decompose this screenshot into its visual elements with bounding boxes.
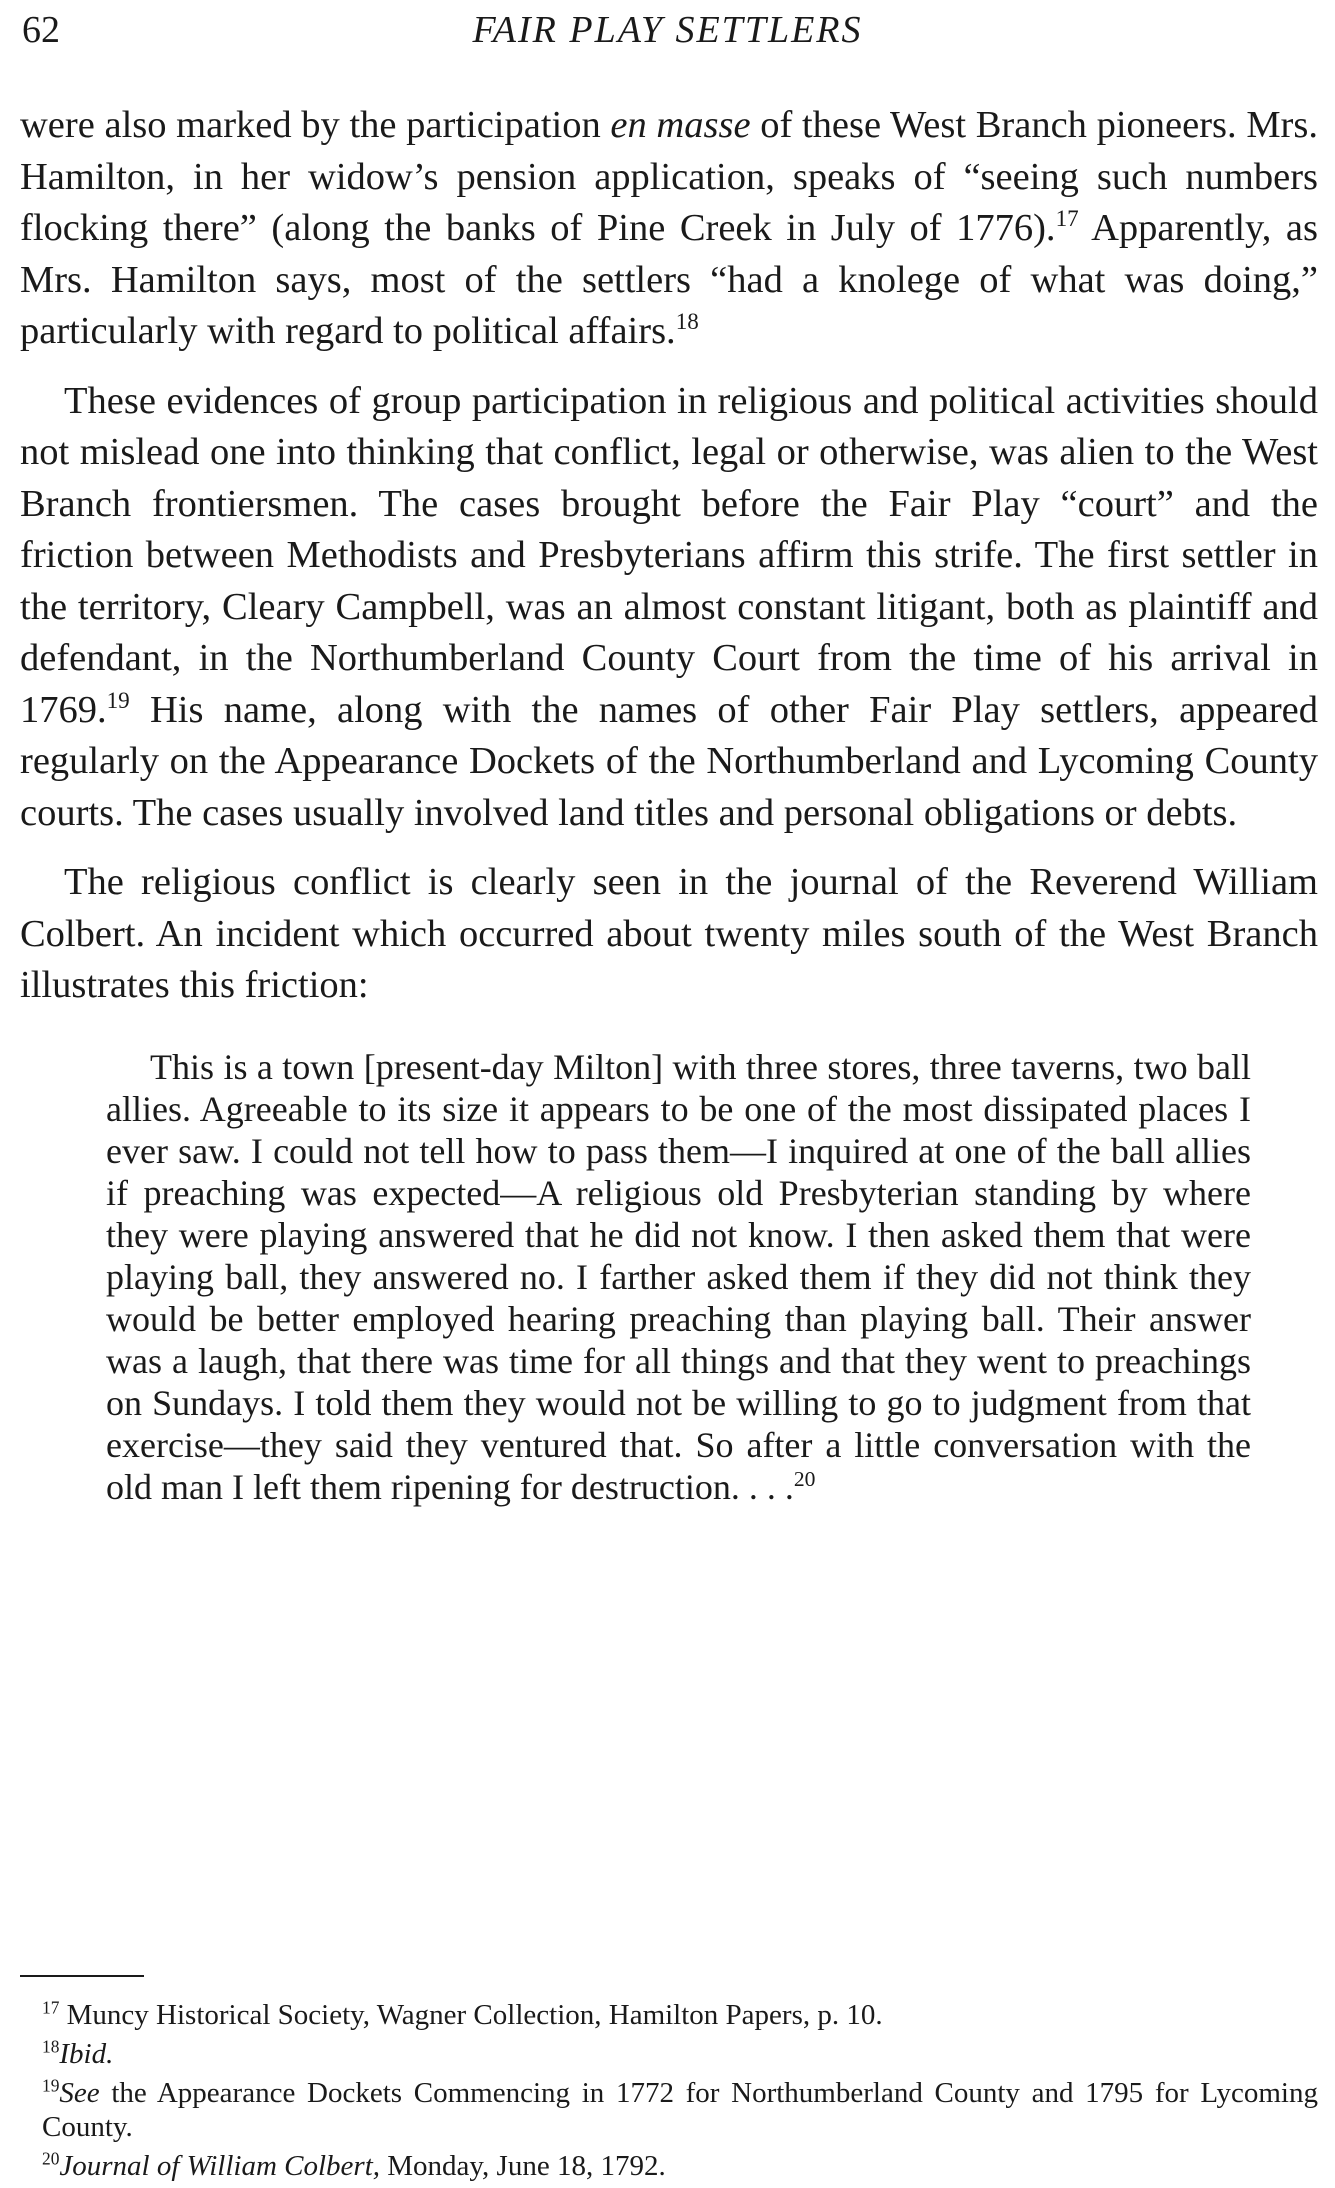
footnote-text: the Appearance Dockets Commencing in 1772 for Northumberland County and 1795 for Lycoming County.	[42, 2077, 1318, 2143]
paragraph-1	[20, 100, 1318, 358]
footnote-number: 19	[42, 2075, 60, 2096]
footnote-divider	[20, 1975, 144, 1977]
footnote-ref: 19	[106, 686, 130, 713]
footnote-ref: 17	[1055, 205, 1079, 232]
text-run: of these West Branch pioneers. Mrs. Hamilton, in her widow’s pension application, speaks of “seeing such numbers flocking there” (along the banks of Pine Creek in July of 1776).	[20, 104, 1318, 249]
text-run: The religious conflict is clearly seen in the journal of the Reverend William Colbert. An incident which occurred about twenty miles south of the West Branch illustrates this friction:	[20, 861, 1318, 1006]
footnote-text: Muncy Historical Society, Wagner Collection, Hamilton Papers, p. 10.	[66, 1999, 883, 2031]
footnote-20	[20, 2149, 1318, 2183]
page-header	[22, 8, 1313, 62]
text-run: were also marked by the participation	[20, 104, 611, 146]
paragraph-2	[20, 376, 1318, 840]
text-run: His name, along with the names of other Fair Play settlers, appeared regularly on the Appearance Dockets of the Northumberland and Lycoming County courts. The cases usually involved land titles and personal obligations or debts.	[20, 688, 1318, 834]
footnote-number: 18	[42, 2036, 60, 2057]
text-run: Apparently, as Mrs. Hamilton says, most of the settlers “had a knolege of what was doing,” particularly with regard to political affairs.	[20, 207, 1318, 352]
footnote-number: 17	[42, 1997, 60, 2018]
footnote-text-italic: See	[59, 2077, 100, 2109]
footnote-ref: 20	[793, 1466, 816, 1491]
running-title: FAIR PLAY SETTLERS	[472, 9, 863, 51]
footnote-19	[20, 2076, 1318, 2144]
footnote-ref: 18	[675, 308, 699, 335]
page-number: 62	[22, 9, 60, 51]
block-quote	[106, 1046, 1251, 1508]
footnote-number: 20	[42, 2148, 60, 2169]
text-run: These evidences of group participation in religious and political activities should not mislead one into thinking that conflict, legal or otherwise, was alien to the West Branch frontiersmen. The cases brought before the Fair Play “court” and the friction between Methodists and Presbyterians affirm this strife. The first settler in the territory, Cleary Campbell, was an almost constant litigant, both as plaintiff and defendant, in the Northumberland County Court from the time of his arrival in 1769.	[20, 379, 1318, 731]
footnote-text: Monday, June 18, 1792.	[380, 2150, 666, 2182]
footnote-18	[20, 2037, 1318, 2071]
footnote-text-italic: Journal of William Colbert,	[59, 2150, 381, 2182]
text-run: This is a town [present-day Milton] with three stores, three taverns, two ball allies. Agreeable to its size it appears to be one of the most dissipated places I ever saw. I could not tell how to pass them—I inquired at one of the ball allies if preaching was expected—A religious old Presbyterian standing by where they were playing answered that he did not know. I then asked them that were playing ball, they answered no. I farther asked them if they did not think they would be better employed hearing preaching than playing ball. Their answer was a laugh, that there was time for all things and that they went to preachings on Sundays. I told them they would not be willing to go to judgment from that exercise—they said they ventured that. So after a little conversation with the old man I left them ripening for destruction. . . .	[106, 1046, 1251, 1507]
footnote-17	[20, 1998, 1318, 2032]
footnotes	[20, 1998, 1318, 2188]
body-text	[20, 100, 1318, 1508]
footnote-text-italic: Ibid.	[59, 2038, 114, 2070]
paragraph-3	[20, 857, 1318, 1012]
text-run-italic: en masse	[610, 104, 751, 146]
